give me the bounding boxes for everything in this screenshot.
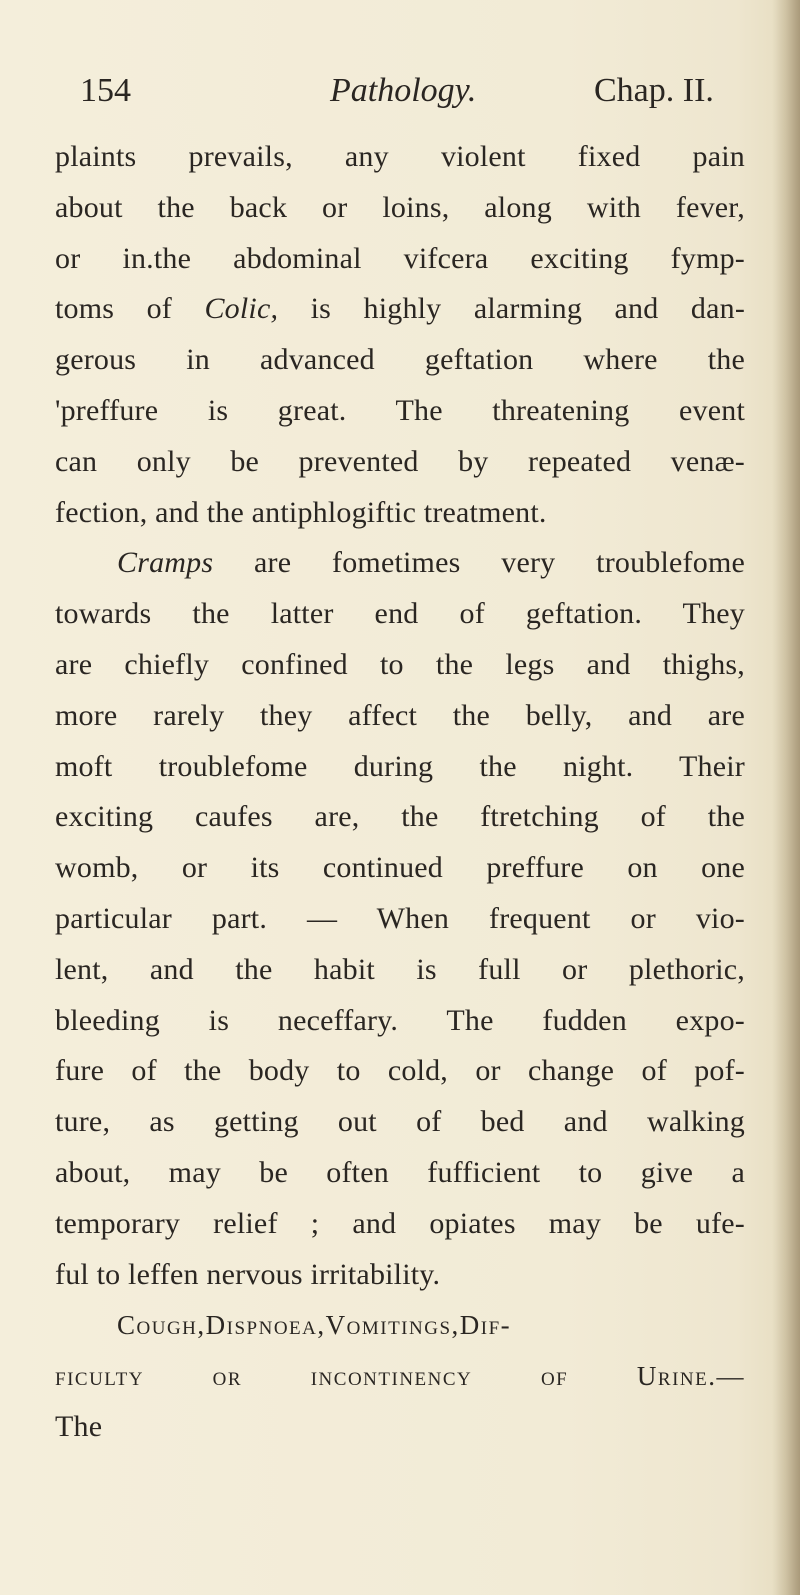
section-heading-part: Cough,Dispnoea,Vomitings,Dif-	[117, 1310, 512, 1341]
text-span: are fometimes very troublefome	[254, 546, 745, 580]
italic-term-colic: Colic,	[204, 292, 279, 326]
text-line: ful to leffen nervous irritability.	[55, 1257, 441, 1291]
text-line: about the back or loins, along with fever,	[55, 190, 745, 224]
text-span: toms of	[55, 292, 172, 326]
text-line: particular part. — When frequent or vio-	[55, 901, 745, 935]
chapter-label: Chap. II.	[594, 72, 714, 109]
text-line: fection, and the antiphlogiftic treatment.	[55, 495, 547, 529]
text-line: ture, as getting out of bed and walking	[55, 1105, 745, 1139]
text-line: temporary relief ; and opiates may be ufe-	[55, 1206, 745, 1240]
section-heading-line	[55, 1351, 745, 1402]
text-line: are chiefly confined to the legs and thighs,	[55, 647, 745, 681]
text-line	[55, 284, 745, 335]
text-line: more rarely they affect the belly, and are	[55, 698, 745, 732]
running-title: Pathology.	[330, 72, 477, 109]
page-number: 154	[80, 72, 131, 109]
section-heading-line	[55, 1300, 745, 1351]
text-line: can only be prevented by repeated venæ-	[55, 444, 745, 478]
text-line: moft troublefome during the night. Their	[55, 749, 745, 783]
text-line: towards the latter end of geftation. They	[55, 597, 745, 631]
italic-term-cramps: Cramps	[117, 546, 214, 580]
catchword: The	[55, 1409, 103, 1443]
text-line: bleeding is neceffary. The fudden expo-	[55, 1003, 745, 1037]
text-line: plaints prevails, any violent fixed pain	[55, 140, 745, 173]
text-span: is highly alarming and dan-	[310, 292, 746, 326]
text-line: or in.the abdominal vifcera exciting fymp-	[55, 241, 745, 275]
text-line: womb, or its continued preffure on one	[55, 851, 745, 885]
text-line: gerous in advanced geftation where the	[55, 343, 745, 377]
page-header	[80, 72, 760, 122]
text-line: lent, and the habit is full or plethoric,	[55, 952, 745, 986]
text-line: exciting caufes are, the ftretching of the	[55, 800, 745, 834]
body-text	[55, 132, 745, 1453]
page-edge-shadow	[772, 0, 800, 1595]
text-line: 'preffure is great. The threatening event	[55, 393, 745, 427]
text-line: fure of the body to cold, or change of pof-	[55, 1054, 745, 1088]
section-heading-part: ficulty or incontinency of Urine.—	[55, 1361, 745, 1392]
paragraph-start-line	[55, 538, 745, 589]
text-line: about, may be often fufficient to give a	[55, 1155, 745, 1189]
